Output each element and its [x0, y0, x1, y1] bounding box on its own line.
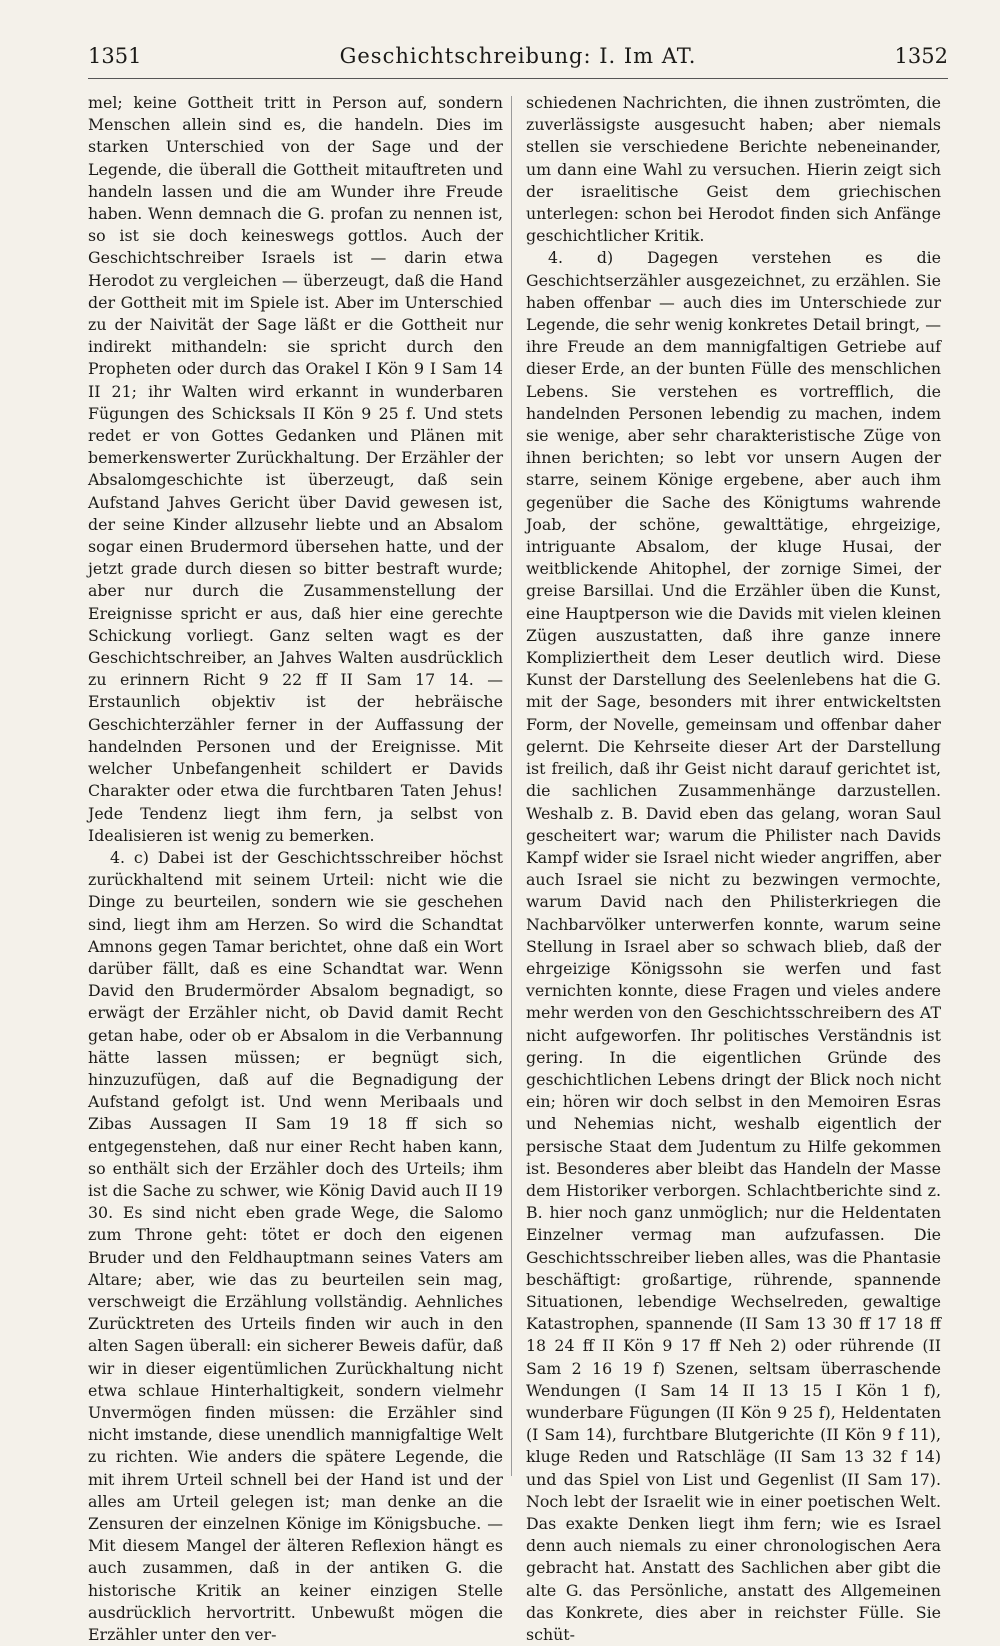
running-head: Geschichtschreibung: I. Im AT.	[339, 44, 697, 68]
right-column	[526, 92, 941, 1645]
paragraph: 4. d) Dagegen verstehen es die Geschichtserzähler ausgezeichnet, zu erzählen. Sie haben offenbar — auch dies im Unterschiede zur Legende, die sehr wenig konkretes Detail bringt, — ihre Freude an dem mannigfaltigen Getriebe auf dieser Erde, an der bunten Fülle des menschlichen Lebens. Sie verstehen es vortrefflich, die handelnden Personen lebendig zu machen, indem sie wenige, aber sehr charakteristische Züge von ihnen berichten; so lebt vor unsern Augen der starre, seinem Könige ergebene, aber auch ihm gegenüber die Sache des Königtums wahrende Joab, der schöne, gewalttätige, ehrgeizige, intriguante Absalom, der kluge Husai, der weitblickende Ahitophel, der zornige Simei, der greise Barsillai. Und die Erzähler üben die Kunst, eine Hauptperson wie die Davids mit vielen kleinen Zügen auszustatten, daß ihre ganze innere Kompliziertheit dem Leser deutlich wird. Diese Kunst der Darstellung des Seelenlebens hat die G. mit der Sage, besonders mit ihrer entwickeltsten Form, der Novelle, gemeinsam und offenbar daher gelernt. Die Kehrseite dieser Art der Darstellung ist freilich, daß ihr Geist nicht darauf gerichtet ist, die sachlichen Zusammenhänge darzustellen. Weshalb z. B. David eben das gelang, woran Saul gescheitert war; warum die Philister nach Davids Kampf wider sie Israel nicht wieder angriffen, aber auch Israel sie nicht zu bezwingen vermochte, warum David nach den Philisterkriegen die Nachbarvölker unterwerfen konnte, warum seine Stellung in Israel aber so schwach blieb, daß der ehrgeizige Königssohn sie werfen und fast vernichten konnte, diese Fragen und vieles andere mehr werden von den Geschichtsschreibern des AT nicht aufgeworfen. Ihr politisches Verständnis ist gering. In die eigentlichen Gründe des geschichtlichen Lebens dringt der Blick noch nicht ein; hören wir doch selbst in den Memoiren Esras und Nehemias nicht, weshalb eigentlich der persische Staat dem Judentum zu Hilfe gekommen ist. Besonderes aber bleibt das Handeln der Masse dem Historiker verborgen. Schlachtberichte sind z. B. hier noch ganz unmöglich; nur die Heldentaten Einzelner vermag man aufzufassen. Die Geschichtsschreiber lieben alles, was die Phantasie beschäftigt: großartige, rührende, spannende Situationen, lebendige Wechselreden, gewaltige Katastrophen, spannende (II Sam 13 30 ff 17 18 ff 18 24 ff II Kön 9 17 ff Neh 2) oder rührende (II Sam 2 16 19 f) Szenen, seltsam überraschende Wendungen (I Sam 14 II 13 15 I Kön 1 f), wunderbare Fügungen (II Kön 9 25 f), Heldentaten (I Sam 14), furchtbare Blutgerichte (II Kön 9 f 11), kluge Reden und Ratschläge (II Sam 13 32 f 14) und das Spiel von List und Gegenlist (II Sam 17). Noch lebt der Israelit wie in einer poetischen Welt. Das exakte Denken liegt ihm fern; wie es Israel denn auch niemals zu einer chronologischen Aera gebracht hat. Anstatt des Sachlichen aber gibt die alte G. das Persönliche, anstatt des Allgemeinen das Konkrete, dies aber in reichster Fülle. Sie schüt-	[526, 248, 941, 1645]
column-divider	[511, 96, 512, 1476]
header-rule	[88, 78, 948, 79]
paragraph: mel; keine Gottheit tritt in Person auf, sondern Menschen allein sind es, die handeln. Dies im starken Unterschied von der Sage und der Legende, die überall die Gottheit mitauftreten und handeln lassen und die am Wunder ihre Freude haben. Wenn demnach die G. profan zu nennen ist, so ist sie doch keineswegs gottlos. Auch der Geschichtschreiber Israels ist — darin etwa Herodot zu vergleichen — überzeugt, daß die Hand der Gottheit mit im Spiele ist. Aber im Unterschied zu der Naivität der Sage läßt er die Gottheit nur indirekt mithandeln: sie spricht durch den Propheten oder durch das Orakel I Kön 9 I Sam 14 II 21; ihr Walten wird erkannt in wunderbaren Fügungen des Schicksals II Kön 9 25 f. Und stets redet er von Gottes Gedanken und Plänen mit bemerkenswerter Zurückhaltung. Der Erzähler der Absalomgeschichte ist überzeugt, daß sein Aufstand Jahves Gericht über David gewesen ist, der seine Kinder allzusehr liebte und an Absalom sogar einen Brudermord übersehen hatte, und der jetzt grade durch diesen so bitter bestraft wurde; aber nur durch die Zusammenstellung der Ereignisse spricht er aus, daß hier eine gerechte Schickung vorliegt. Ganz selten wagt es der Geschichtschreiber, an Jahves Walten ausdrücklich zu erinnern Richt 9 22 ff II Sam 17 14. — Erstaunlich objektiv ist der hebräische Geschichterzähler ferner in der Auffassung der handelnden Personen und der Ereignisse. Mit welcher Unbefangenheit schildert er Davids Charakter oder etwa die furchtbaren Taten Jehus! Jede Tendenz liegt ihm fern, ja selbst von Idealisieren ist wenig zu bemerken.	[88, 93, 503, 845]
page-number-left: 1351	[88, 44, 142, 68]
page-number-right: 1352	[894, 44, 948, 68]
page-header	[88, 44, 948, 74]
paragraph: schiedenen Nachrichten, die ihnen zuströmten, die zuverlässigste ausgesucht haben; aber niemals stellen sie verschiedene Berichte nebeneinander, um dann eine Wahl zu versuchen. Hierin zeigt sich der israelitische Geist dem griechischen unterlegen: schon bei Herodot finden sich Anfänge geschichtlicher Kritik.	[526, 93, 941, 246]
paragraph: 4. c) Dabei ist der Geschichtsschreiber höchst zurückhaltend mit seinem Urteil: nicht wie die Dinge zu beurteilen, sondern wie sie geschehen sind, liegt ihm am Herzen. So wird die Schandtat Amnons gegen Tamar berichtet, ohne daß ein Wort darüber fällt, daß es eine Schandtat war. Wenn David den Brudermörder Absalom begnadigt, so erwägt der Erzähler nicht, ob David damit Recht getan habe, oder ob er Absalom in die Verbannung hätte lassen müssen; er begnügt sich, hinzuzufügen, daß auf die Begnadigung der Aufstand gefolgt ist. Und wenn Meribaals und Zibas Aussagen II Sam 19 18 ff sich so entgegenstehen, daß nur einer Recht haben kann, so enthält sich der Erzähler doch des Urteils; ihm ist die Sache zu schwer, wie König David auch II 19 30. Es sind nicht eben grade Wege, die Salomo zum Throne geht: tötet er doch den eigenen Bruder und den Feldhauptmann seines Vaters am Altare; aber, wie das zu beurteilen sein mag, verschweigt die Erzählung vollständig. Aehnliches Zurücktreten des Urteils finden wir auch in den alten Sagen überall: ein sicherer Beweis dafür, daß wir in dieser eigentümlichen Zurückhaltung nicht etwa schlaue Hinterhaltigkeit, sondern vielmehr Unvermögen finden müssen: die Erzähler sind nicht imstande, diese unendlich mannigfaltige Welt zu richten. Wie anders die spätere Legende, die mit ihrem Urteil schnell bei der Hand ist und der alles am Urteil gelegen ist; man denke an die Zensuren der einzelnen Könige im Königsbuche. — Mit diesem Mangel der älteren Reflexion hängt es auch zusammen, daß in der antiken G. die historische Kritik an keiner einzigen Stelle ausdrücklich hervortritt. Unbewußt mögen die Erzähler unter den ver-	[88, 847, 503, 1645]
left-column	[88, 92, 503, 1645]
